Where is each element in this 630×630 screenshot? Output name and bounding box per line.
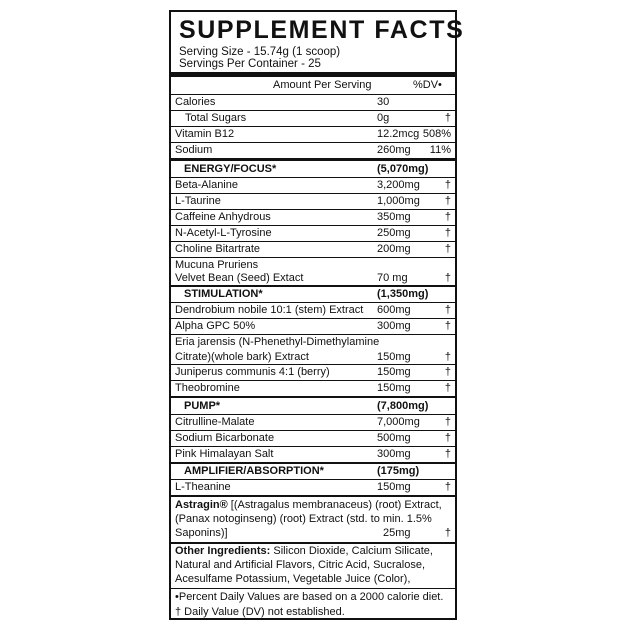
ingredient-row bbox=[171, 446, 455, 462]
ingredient-name: Pink Himalayan Salt bbox=[175, 448, 274, 460]
thick-rule bbox=[171, 72, 455, 77]
nutrient-row bbox=[171, 94, 455, 110]
ingredient-name: L-Theanine bbox=[175, 481, 231, 493]
nutrient-row bbox=[171, 126, 455, 142]
ingredient-amount: 200mg bbox=[377, 243, 411, 255]
nutrient-dv: 508% bbox=[422, 128, 451, 140]
ingredient-amount: 7,000mg bbox=[377, 416, 420, 428]
nutrient-name: Sodium bbox=[175, 144, 213, 156]
ingredient-row bbox=[171, 177, 455, 193]
ingredient-name-line2: Velvet Bean (Seed) Extact bbox=[175, 272, 304, 284]
blend-header-stimulation bbox=[171, 287, 455, 302]
other-ingredients-text-line1: Silicon Dioxide, Calcium Silicate, bbox=[270, 545, 433, 557]
row-divider bbox=[171, 177, 455, 178]
serving-size: Serving Size - 15.74g (1 scoop) bbox=[179, 46, 341, 58]
ingredient-name-line1: Eria jarensis (N-Phenethyl-Dimethylamine bbox=[175, 336, 380, 348]
ingredient-name: Citrulline-Malate bbox=[175, 416, 255, 428]
astragin-amount: 25mg bbox=[383, 527, 411, 539]
ingredient-dv: † bbox=[444, 195, 451, 207]
ingredient-amount: 1,000mg bbox=[377, 195, 420, 207]
astragin-row bbox=[171, 497, 455, 542]
row-divider bbox=[171, 110, 455, 111]
astragin-text-line1: [(Astragalus membranaceus) (root) Extract, bbox=[227, 499, 442, 511]
ingredient-amount: 350mg bbox=[377, 211, 411, 223]
ingredient-dv: † bbox=[444, 351, 451, 363]
row-divider bbox=[171, 302, 455, 303]
ingredient-name: Beta-Alanine bbox=[175, 179, 238, 191]
other-ingredients-label: Other Ingredients: bbox=[175, 545, 271, 557]
dv-header: %DV• bbox=[413, 79, 442, 91]
column-header-row bbox=[171, 78, 455, 92]
astragin-line1 bbox=[175, 499, 442, 511]
ingredient-name: N-Acetyl-L-Tyrosine bbox=[175, 227, 272, 239]
ingredient-name: Juniperus communis 4:1 (berry) bbox=[175, 366, 330, 378]
blend-amount: (5,070mg) bbox=[377, 163, 429, 175]
ingredient-amount: 150mg bbox=[377, 481, 411, 493]
footnote-dv-not-established bbox=[171, 606, 455, 620]
blend-name: AMPLIFIER/ABSORPTION* bbox=[184, 465, 324, 477]
ingredient-dv: † bbox=[444, 481, 451, 493]
ingredient-amount: 150mg bbox=[377, 351, 411, 363]
nutrient-row bbox=[171, 110, 455, 126]
nutrient-dv: † bbox=[444, 112, 451, 124]
row-divider bbox=[171, 94, 455, 95]
nutrient-amount: 30 bbox=[377, 96, 390, 108]
astragin-dv: † bbox=[444, 527, 451, 539]
ingredient-dv: † bbox=[444, 432, 451, 444]
blend-name: PUMP* bbox=[184, 400, 221, 412]
footnote-dv-basis bbox=[171, 591, 455, 605]
blend-amount: (175mg) bbox=[377, 465, 420, 477]
ingredient-name: Sodium Bicarbonate bbox=[175, 432, 275, 444]
ingredient-dv: † bbox=[444, 320, 451, 332]
row-divider bbox=[171, 414, 455, 415]
footnote-text: •Percent Daily Values are based on a 2000 calorie diet. bbox=[175, 591, 444, 603]
ingredient-amount: 500mg bbox=[377, 432, 411, 444]
ingredient-dv: † bbox=[444, 366, 451, 378]
ingredient-dv: † bbox=[444, 243, 451, 255]
row-divider bbox=[171, 479, 455, 480]
blend-name: ENERGY/FOCUS* bbox=[184, 163, 277, 175]
row-divider bbox=[171, 364, 455, 365]
nutrient-row bbox=[171, 142, 455, 158]
nutrient-name: Total Sugars bbox=[185, 112, 247, 124]
ingredient-dv: † bbox=[444, 416, 451, 428]
ingredient-dv: † bbox=[444, 382, 451, 394]
ingredient-amount: 600mg bbox=[377, 304, 411, 316]
nutrient-amount: 12.2mcg bbox=[377, 128, 420, 140]
ingredient-row bbox=[171, 380, 455, 396]
ingredient-amount: 250mg bbox=[377, 227, 411, 239]
servings-per-container: Servings Per Container - 25 bbox=[179, 58, 321, 70]
ingredient-row bbox=[171, 302, 455, 318]
ingredient-amount: 150mg bbox=[377, 382, 411, 394]
supplement-facts-panel bbox=[169, 10, 465, 620]
blend-header-amplifier bbox=[171, 464, 455, 479]
nutrient-amount: 0g bbox=[377, 112, 390, 124]
other-ingredients-line3: Acesulfame Potassium, Vegetable Juice (Color), bbox=[175, 573, 411, 585]
blend-header-energy-focus bbox=[171, 161, 455, 177]
other-ingredients-line2: Natural and Artificial Flavors, Citric Acid, Sucralose, bbox=[175, 559, 426, 571]
ingredient-row bbox=[171, 225, 455, 241]
ingredient-amount: 300mg bbox=[377, 448, 411, 460]
ingredient-row bbox=[171, 241, 455, 257]
blend-name: STIMULATION* bbox=[184, 288, 263, 300]
ingredient-name: Alpha GPC 50% bbox=[175, 320, 256, 332]
ingredient-name: L-Taurine bbox=[175, 195, 221, 207]
row-divider bbox=[171, 318, 455, 319]
ingredient-row bbox=[171, 193, 455, 209]
astragin-line3: Saponins)] bbox=[175, 527, 228, 539]
row-divider bbox=[171, 241, 455, 242]
ingredient-name: Dendrobium nobile 10:1 (stem) Extract bbox=[175, 304, 364, 316]
blend-header-pump bbox=[171, 398, 455, 414]
ingredient-dv: † bbox=[444, 179, 451, 191]
ingredient-dv: † bbox=[444, 304, 451, 316]
ingredient-row bbox=[171, 479, 455, 495]
ingredient-row bbox=[171, 318, 455, 334]
ingredient-row bbox=[171, 430, 455, 446]
blend-amount: (7,800mg) bbox=[377, 400, 429, 412]
footnote-divider bbox=[171, 588, 455, 589]
ingredient-dv: † bbox=[444, 272, 451, 284]
nutrient-name: Vitamin B12 bbox=[175, 128, 235, 140]
ingredient-name: Theobromine bbox=[175, 382, 240, 394]
other-ingredients-line1 bbox=[175, 545, 433, 557]
ingredient-dv: † bbox=[444, 227, 451, 239]
panel-title: SUPPLEMENT FACTS bbox=[179, 16, 465, 44]
ingredient-row bbox=[171, 414, 455, 430]
footnote-text: † Daily Value (DV) not established. bbox=[175, 606, 345, 618]
row-divider bbox=[171, 334, 455, 335]
ingredient-dv: † bbox=[444, 448, 451, 460]
ingredient-name-line1: Mucuna Pruriens bbox=[175, 259, 259, 271]
ingredient-name: Caffeine Anhydrous bbox=[175, 211, 271, 223]
row-divider bbox=[171, 193, 455, 194]
astragin-line2: (Panax notoginseng) (root) Extract (std. to min. 1.5% bbox=[175, 513, 432, 525]
blend-amount: (1,350mg) bbox=[377, 288, 429, 300]
ingredient-dv: † bbox=[444, 211, 451, 223]
row-divider bbox=[171, 142, 455, 143]
amount-per-serving-header: Amount Per Serving bbox=[273, 79, 372, 91]
row-divider bbox=[171, 126, 455, 127]
row-divider bbox=[171, 380, 455, 381]
ingredient-amount: 3,200mg bbox=[377, 179, 420, 191]
ingredient-amount: 300mg bbox=[377, 320, 411, 332]
ingredient-name-line2: Citrate)(whole bark) Extract bbox=[175, 351, 309, 363]
row-divider bbox=[171, 225, 455, 226]
other-ingredients bbox=[171, 544, 455, 588]
nutrient-amount: 260mg bbox=[377, 144, 411, 156]
row-divider bbox=[171, 430, 455, 431]
ingredient-row bbox=[171, 364, 455, 380]
row-divider bbox=[171, 209, 455, 210]
nutrient-dv: 11% bbox=[429, 144, 451, 156]
astragin-brand: Astragin® bbox=[175, 499, 228, 511]
nutrient-name: Calories bbox=[175, 96, 216, 108]
ingredient-name: Choline Bitartrate bbox=[175, 243, 260, 255]
row-divider bbox=[171, 446, 455, 447]
ingredient-row-eria bbox=[171, 334, 455, 364]
ingredient-amount: 70 mg bbox=[377, 272, 408, 284]
row-divider bbox=[171, 257, 455, 258]
ingredient-row bbox=[171, 209, 455, 225]
ingredient-row-mucuna bbox=[171, 257, 455, 285]
ingredient-amount: 150mg bbox=[377, 366, 411, 378]
